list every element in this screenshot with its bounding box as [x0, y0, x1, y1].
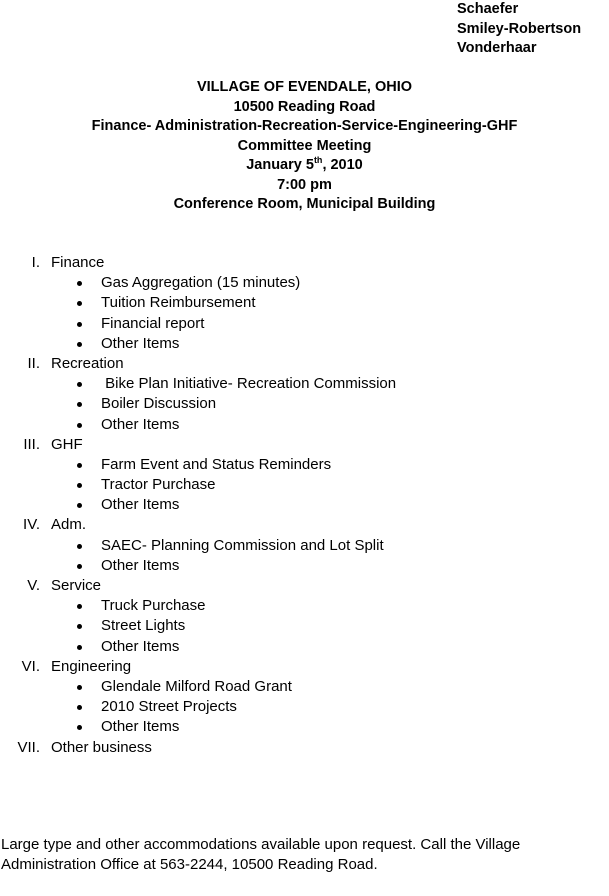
section-title: Adm.	[51, 516, 87, 534]
agenda-item-text: Other Items	[101, 334, 180, 352]
date-ordinal: th	[313, 155, 323, 166]
bullet-icon	[77, 342, 82, 347]
section-title: Finance	[51, 254, 105, 271]
bullet-icon	[77, 645, 82, 650]
bullet-icon	[77, 281, 82, 286]
section-numeral: I.	[31, 254, 40, 271]
agenda-item-text: Bike Plan Initiative- Recreation Commission	[101, 375, 397, 393]
agenda-item	[0, 677, 609, 697]
bullet-icon	[77, 322, 82, 327]
agenda-item-text: Tuition Reimbursement	[101, 294, 256, 312]
agenda-section	[0, 657, 609, 677]
agenda-section	[0, 435, 609, 455]
agenda-item	[0, 556, 609, 576]
bullet-icon	[77, 503, 82, 508]
section-title: Recreation	[51, 354, 124, 372]
agenda-item-text: Other Items	[101, 718, 180, 736]
section-title: GHF	[51, 435, 83, 453]
agenda-item-text: SAEC- Planning Commission and Lot Split	[101, 536, 384, 554]
agenda-item-text: Glendale Milford Road Grant	[101, 677, 292, 695]
agenda-item-text: Boiler Discussion	[101, 395, 217, 413]
bullet-icon	[77, 382, 82, 387]
accessibility-notice	[1, 835, 607, 874]
bullet-icon	[77, 725, 82, 730]
agenda-item-text: Gas Aggregation (15 minutes)	[101, 274, 301, 292]
agenda-item	[0, 717, 609, 737]
section-numeral: VI.	[21, 657, 40, 675]
section-numeral: III.	[23, 435, 40, 453]
agenda-item	[0, 394, 609, 414]
agenda-item	[0, 314, 609, 334]
bullet-icon	[77, 564, 82, 569]
attendee-name: Schaefer	[457, 1, 519, 17]
agenda-item-text: Other Items	[101, 637, 180, 655]
section-numeral: V.	[27, 577, 40, 594]
attendee-name: Smiley-Robertson	[457, 20, 582, 37]
meeting-time: 7:00 pm	[277, 176, 332, 193]
agenda-item	[0, 637, 609, 657]
agenda-item-text: Street Lights	[101, 617, 186, 635]
bullet-icon	[77, 685, 82, 690]
agenda-item-text: Other Items	[101, 556, 180, 574]
bullet-icon	[77, 705, 82, 710]
bullet-icon	[77, 463, 82, 468]
agenda-section	[0, 738, 609, 758]
agenda-item-text: Farm Event and Status Reminders	[101, 455, 332, 473]
agenda-item-text: Financial report	[101, 314, 205, 332]
agenda-item-text: Truck Purchase	[101, 597, 206, 615]
notice-line: Large type and other accommodations available upon request. Call the Village	[1, 836, 521, 853]
bullet-icon	[77, 423, 82, 428]
section-title: Service	[51, 577, 102, 594]
agenda-section	[0, 253, 609, 273]
attendee-list	[457, 0, 581, 59]
agenda-section	[0, 354, 609, 374]
bullet-icon	[77, 624, 82, 629]
committee-list: Finance- Administration-Recreation-Service-Engineering-GHF	[91, 118, 518, 134]
bullet-icon	[77, 604, 82, 609]
agenda-section	[0, 576, 609, 596]
agenda-item	[0, 334, 609, 354]
agenda-item-text: Other Items	[101, 496, 180, 514]
agenda-item-text: 2010 Street Projects	[101, 698, 237, 716]
agenda-item	[0, 273, 609, 293]
village-name: VILLAGE OF EVENDALE, OHIO	[196, 79, 413, 95]
agenda-item-text: Other Items	[101, 415, 180, 433]
meeting-date	[0, 156, 609, 176]
agenda-item	[0, 697, 609, 717]
date-year: , 2010	[322, 157, 363, 173]
meeting-header	[0, 78, 609, 215]
attendee-name: Vonderhaar	[457, 40, 537, 56]
section-numeral: II.	[27, 354, 40, 372]
bullet-icon	[77, 301, 82, 306]
agenda-section	[0, 515, 609, 535]
agenda-item	[0, 536, 609, 556]
section-title: Other business	[51, 738, 152, 756]
agenda-item	[0, 495, 609, 515]
agenda-item-text: Tractor Purchase	[101, 476, 216, 494]
date-day: January 5	[246, 157, 314, 173]
agenda-item	[0, 293, 609, 313]
agenda-item	[0, 415, 609, 435]
agenda-item	[0, 596, 609, 616]
agenda-item	[0, 616, 609, 636]
section-numeral: IV.	[23, 516, 40, 534]
agenda-item	[0, 374, 609, 394]
meeting-type: Committee Meeting	[237, 137, 372, 154]
village-address: 10500 Reading Road	[233, 98, 376, 115]
section-numeral: VII.	[17, 738, 40, 756]
bullet-icon	[77, 483, 82, 488]
agenda-item	[0, 455, 609, 475]
section-title: Engineering	[51, 657, 132, 675]
notice-line: Administration Office at 563-2244, 10500 Reading Road.	[1, 855, 378, 873]
bullet-icon	[77, 402, 82, 407]
agenda-item	[0, 475, 609, 495]
meeting-location: Conference Room, Municipal Building	[173, 196, 436, 212]
agenda-list	[0, 253, 609, 758]
bullet-icon	[77, 544, 82, 549]
